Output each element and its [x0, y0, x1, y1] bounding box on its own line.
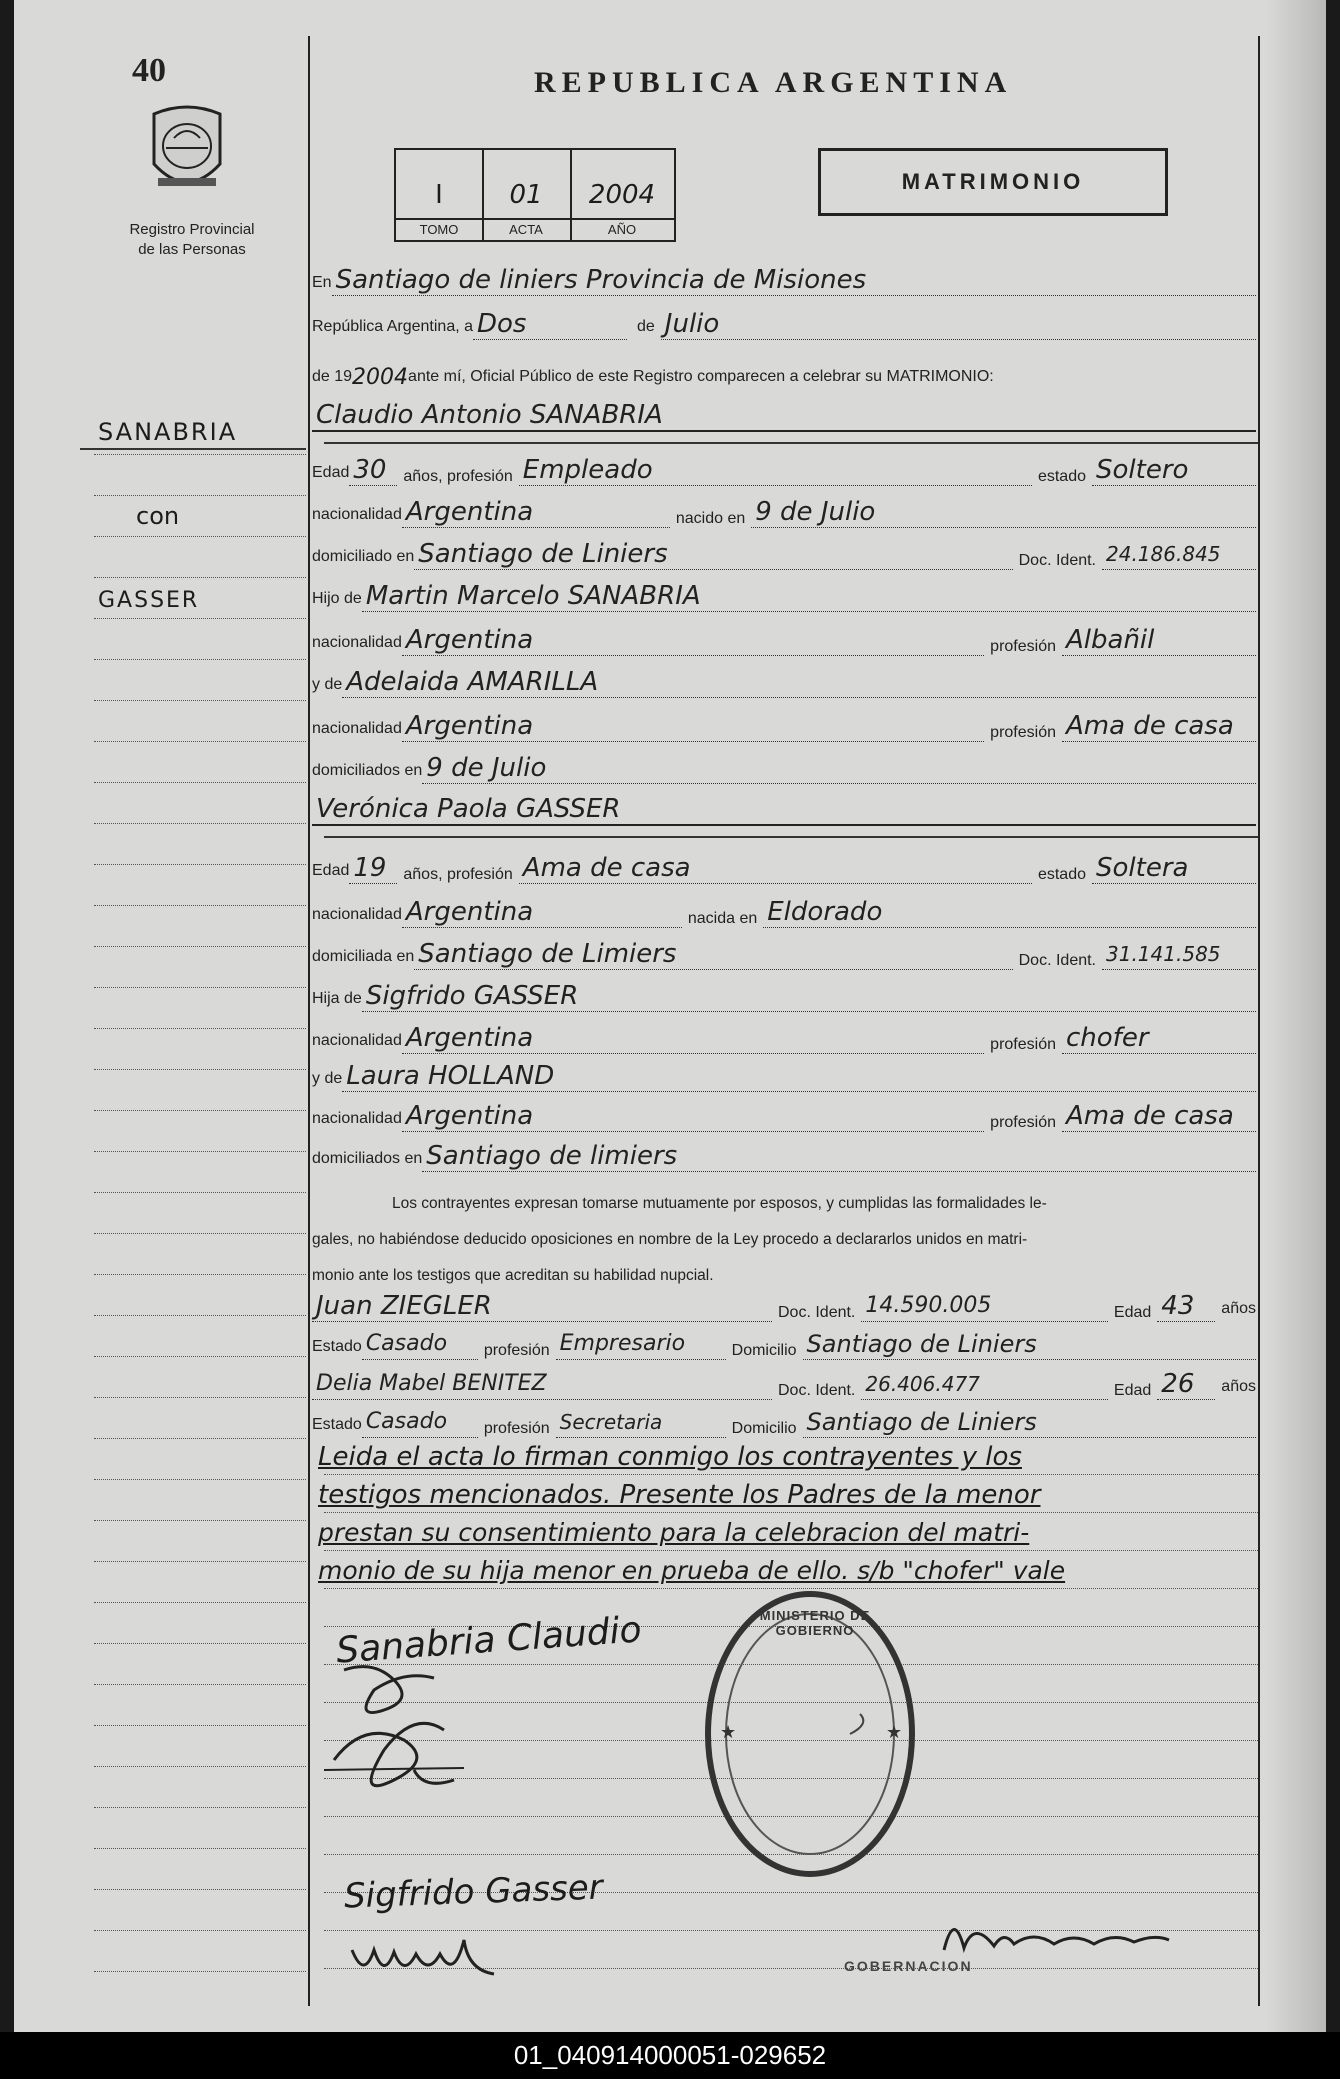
doc-label: Doc. Ident. — [778, 1382, 856, 1399]
nacionalidad-label: nacionalidad — [312, 634, 402, 651]
bride-name: Verónica Paola GASSER — [312, 794, 1256, 826]
bride-dom-row — [312, 936, 1256, 970]
bride-doc: 31.141.585 — [1102, 939, 1256, 970]
en-label: En — [312, 274, 332, 291]
witness2-profession: Secretaria — [556, 1407, 726, 1438]
intro-date-row — [312, 306, 1256, 340]
margin-rule-line — [94, 1971, 306, 1972]
profesion-label: años, profesión — [403, 866, 513, 883]
margin-rule-line — [94, 1110, 306, 1111]
day-value: Dos — [473, 309, 627, 340]
margin-rule-line — [94, 1643, 306, 1644]
bride-name-row — [312, 792, 1256, 826]
margin-rule-line — [94, 454, 306, 455]
intro-place-row — [312, 262, 1256, 296]
margin-rule-line — [94, 741, 306, 742]
groom-mother: Adelaida AMARILLA — [342, 667, 1256, 698]
bride-parents-dom-row — [312, 1138, 1256, 1172]
bride-estado: Soltera — [1092, 853, 1256, 884]
groom-mother-nationality: Argentina — [402, 711, 984, 742]
month-value: Julio — [661, 309, 1256, 340]
margin-rule-line — [94, 1725, 306, 1726]
hijo-label: Hijo de — [312, 590, 362, 607]
doc-label: Doc. Ident. — [1018, 952, 1096, 969]
margin-rule-line — [94, 1069, 306, 1070]
note-line-4: monio de su hija menor en prueba de ello. s/b "chofer" vale — [318, 1556, 1066, 1585]
witness2-name: Delia Mabel BENITEZ — [312, 1369, 772, 1400]
witness1-estado: Casado — [362, 1329, 478, 1360]
groom-name-rule — [324, 442, 1258, 444]
acta-cell — [482, 150, 572, 240]
tomo-cell — [396, 150, 484, 240]
groom-parents-domicile: 9 de Julio — [422, 753, 1256, 784]
profesion-label: profesión — [990, 1036, 1056, 1053]
margin-rule-line — [94, 905, 306, 906]
profesion-label: profesión — [483, 1342, 550, 1359]
tomo-value: I — [435, 180, 443, 210]
margin-rule-line — [94, 1684, 306, 1685]
anos-label: años — [1221, 1300, 1256, 1317]
nacionalidad-label: nacionalidad — [312, 506, 402, 523]
groom-age-row — [312, 452, 1256, 486]
margin-rule-line — [94, 864, 306, 865]
anos-label: años — [1221, 1378, 1256, 1395]
ministry-stamp — [700, 1584, 920, 1884]
bride-domicile: Santiago de Limiers — [414, 939, 1012, 970]
margin-rule-line — [94, 1438, 306, 1439]
svg-text:★: ★ — [720, 1722, 737, 1743]
margin-rule-line — [94, 1028, 306, 1029]
groom-birthplace: 9 de Julio — [751, 497, 1256, 528]
edad-label: Edad — [312, 862, 350, 879]
groom-father-nationality: Argentina — [402, 625, 984, 656]
bride-age-row — [312, 850, 1256, 884]
declaration-paragraph — [312, 1186, 1256, 1294]
notes-block — [318, 1438, 1258, 1590]
margin-rule-line — [94, 1561, 306, 1562]
domiciliados-label: domiciliados en — [312, 1150, 423, 1167]
acta-label: ACTA — [482, 218, 570, 240]
bride-father-nationality: Argentina — [402, 1023, 984, 1054]
bride-father-profession: chofer — [1062, 1023, 1256, 1054]
margin-rule-line — [94, 1233, 306, 1234]
de-label: de — [637, 318, 655, 335]
declaration-line-3: monio ante los testigos que acreditan su habilidad nupcial. — [312, 1267, 714, 1284]
groom-doc: 24.186.845 — [1102, 539, 1256, 570]
margin-rule-line — [94, 1356, 306, 1357]
estado-label: estado — [1037, 866, 1086, 883]
intro-text: ante mí, Oficial Público de este Registro comparecen a celebrar su MATRIMONIO: — [408, 368, 994, 385]
groom-father-profession: Albañil — [1062, 625, 1256, 656]
margin-rule-line — [94, 1151, 306, 1152]
margin-underline — [80, 448, 306, 450]
profesion-label: profesión — [990, 1114, 1056, 1131]
nacionalidad-label: nacionalidad — [312, 720, 402, 737]
profesion-label: profesión — [990, 638, 1056, 655]
margin-rule-line — [94, 1848, 306, 1849]
witness1-doc: 14.590.005 — [861, 1291, 1108, 1322]
doc-label: Doc. Ident. — [1018, 552, 1096, 569]
margin-rule-line — [94, 536, 306, 537]
margin-rule-line — [94, 1274, 306, 1275]
edad-label: Edad — [1113, 1382, 1152, 1399]
bride-age: 19 — [349, 853, 397, 884]
hija-label: Hija de — [312, 990, 362, 1007]
bride-signature-scribble — [314, 1650, 494, 1810]
bride-mother: Laura HOLLAND — [342, 1061, 1256, 1092]
left-rule — [308, 36, 310, 2006]
margin-rule-line — [94, 1520, 306, 1521]
stamp-text: MINISTERIO DE GOBIERNO — [759, 1608, 871, 1638]
bride-father-nat-row — [312, 1020, 1256, 1054]
groom-signature: Sanabria Claudio — [334, 1609, 643, 1672]
estado-label: Estado — [312, 1416, 362, 1433]
bride-parents-domicile: Santiago de limiers — [422, 1141, 1256, 1172]
groom-nat-row — [312, 494, 1256, 528]
note-line-2: testigos mencionados. Presente los Padres de la menor — [318, 1480, 1041, 1510]
groom-name: Claudio Antonio SANABRIA — [312, 400, 1256, 432]
margin-rule-line — [94, 1192, 306, 1193]
margin-rule-line — [94, 700, 306, 701]
estado-label: Estado — [312, 1338, 362, 1355]
groom-estado: Soltero — [1092, 455, 1256, 486]
ano-label: AÑO — [570, 218, 674, 240]
bride-mother-nat-row — [312, 1098, 1256, 1132]
note-line-3: prestan su consentimiento para la celebracion del matri- — [318, 1518, 1030, 1547]
witness2-doc: 26.406.477 — [861, 1369, 1108, 1400]
groom-mother-profession: Ama de casa — [1062, 711, 1256, 742]
groom-domicile: Santiago de Liniers — [414, 539, 1012, 570]
domiciliado-label: domiciliado en — [312, 548, 415, 565]
republica-label: República Argentina, a — [312, 318, 473, 335]
witness1-domicile: Santiago de Liniers — [803, 1329, 1256, 1360]
bride-mother-nationality: Argentina — [402, 1101, 984, 1132]
intro-text-row — [312, 356, 1256, 390]
edad-label: Edad — [1113, 1304, 1152, 1321]
place-value: Santiago de liniers Provincia de Misiones — [332, 265, 1256, 296]
profesion-label: profesión — [483, 1420, 550, 1437]
witness1-detail-row — [312, 1326, 1256, 1360]
folio-number: 40 — [132, 52, 166, 89]
groom-profession: Empleado — [519, 455, 1032, 486]
official-signature — [934, 1910, 1174, 1960]
groom-parents-dom-row — [312, 750, 1256, 784]
bride-profession: Ama de casa — [519, 853, 1032, 884]
margin-rule-line — [94, 782, 306, 783]
margin-rule-line — [94, 1889, 306, 1890]
bride-father-row — [312, 978, 1256, 1012]
margin-surname-bride: GASSER — [98, 588, 200, 613]
groom-name-row — [312, 398, 1256, 432]
registry-line-1: Registro Provincial — [129, 221, 255, 238]
tomo-label: TOMO — [396, 218, 482, 240]
coat-of-arms-emblem — [144, 104, 230, 200]
bride-mother-profession: Ama de casa — [1062, 1101, 1256, 1132]
witness2-age: 26 — [1157, 1369, 1215, 1400]
bride-birthplace: Eldorado — [763, 897, 1256, 928]
doc-label: Doc. Ident. — [778, 1304, 856, 1321]
nacionalidad-label: nacionalidad — [312, 1110, 402, 1127]
right-rule — [1258, 36, 1260, 2006]
profesion-label: profesión — [990, 724, 1056, 741]
act-type-label: MATRIMONIO — [901, 169, 1085, 194]
y-de-label: y de — [312, 676, 343, 693]
margin-rule-line — [94, 1479, 306, 1480]
bride-father: Sigfrido GASSER — [362, 981, 1256, 1012]
witness2-detail-row — [312, 1404, 1256, 1438]
act-type-box — [818, 148, 1168, 216]
margin-rule-line — [94, 823, 306, 824]
margin-rule-line — [94, 987, 306, 988]
year-prefix: de 19 — [312, 368, 353, 385]
margin-surname-groom: SANABRIA — [98, 418, 238, 446]
groom-father-nat-row — [312, 622, 1256, 656]
official-stamp-text: GOBERNACION — [844, 1958, 973, 1974]
bride-name-rule — [324, 836, 1258, 838]
witness1-profession: Empresario — [556, 1329, 726, 1360]
groom-father: Martin Marcelo SANABRIA — [362, 581, 1256, 612]
nacionalidad-label: nacionalidad — [312, 906, 402, 923]
bride-nationality: Argentina — [402, 897, 682, 928]
mother-signature-scribble — [344, 1930, 504, 1990]
margin-rule-line — [94, 495, 306, 496]
groom-mother-nat-row — [312, 708, 1256, 742]
certificate-page — [14, 0, 1326, 2032]
witness2-domicile: Santiago de Liniers — [803, 1407, 1256, 1438]
bride-nat-row — [312, 894, 1256, 928]
margin-rule-line — [94, 1930, 306, 1931]
groom-nationality: Argentina — [402, 497, 670, 528]
country-title: REPUBLICA ARGENTINA — [534, 66, 1013, 99]
father-signature: Sigfrido Gasser — [343, 1867, 604, 1917]
year-value: 2004 — [352, 365, 409, 390]
ano-value: 2004 — [588, 180, 656, 210]
estado-label: estado — [1037, 468, 1086, 485]
margin-rule-line — [94, 659, 306, 660]
domicilio-label: Domicilio — [731, 1420, 797, 1437]
witness1-age: 43 — [1157, 1291, 1215, 1322]
groom-father-row — [312, 578, 1256, 612]
document-id-footer: 01_040914000051-029652 — [0, 2032, 1340, 2079]
domicilio-label: Domicilio — [731, 1342, 797, 1359]
witness2-estado: Casado — [362, 1407, 478, 1438]
groom-mother-row — [312, 664, 1256, 698]
svg-text:★: ★ — [886, 1722, 903, 1743]
margin-rule-line — [94, 1397, 306, 1398]
nacionalidad-label: nacionalidad — [312, 1032, 402, 1049]
margin-rule-line — [94, 946, 306, 947]
margin-rule-line — [94, 1807, 306, 1808]
margin-rule-line — [94, 577, 306, 578]
note-line-1: Leida el acta lo firman conmigo los contrayentes y los — [318, 1442, 1022, 1472]
margin-rule-line — [94, 618, 306, 619]
y-de-label: y de — [312, 1070, 343, 1087]
declaration-line-1: Los contrayentes expresan tomarse mutuamente por esposos, y cumplidas las formalidades le- — [392, 1195, 1047, 1212]
margin-rule-line — [94, 1766, 306, 1767]
groom-dom-row — [312, 536, 1256, 570]
ano-cell — [570, 150, 674, 240]
witness1-name: Juan ZIEGLER — [312, 1291, 772, 1322]
margin-rule-line — [94, 1602, 306, 1603]
margin-rule-line — [94, 1315, 306, 1316]
groom-age: 30 — [349, 455, 397, 486]
domiciliada-label: domiciliada en — [312, 948, 415, 965]
domiciliados-label: domiciliados en — [312, 762, 423, 779]
edad-label: Edad — [312, 464, 350, 481]
nacida-label: nacida en — [687, 910, 758, 927]
registry-line-2: de las Personas — [138, 241, 246, 258]
bride-mother-row — [312, 1058, 1256, 1092]
declaration-line-2: gales, no habiéndose deducido oposiciones en nombre de la Ley procedo a declararlos unidos en matri- — [312, 1231, 1028, 1248]
witness2-row — [312, 1366, 1256, 1400]
witness1-row — [312, 1288, 1256, 1322]
record-number-box — [394, 148, 676, 242]
nacido-label: nacido en — [675, 510, 746, 527]
registry-name — [102, 220, 282, 260]
margin-con: con — [136, 502, 180, 530]
acta-value: 01 — [509, 180, 543, 210]
profesion-label: años, profesión — [403, 468, 513, 485]
